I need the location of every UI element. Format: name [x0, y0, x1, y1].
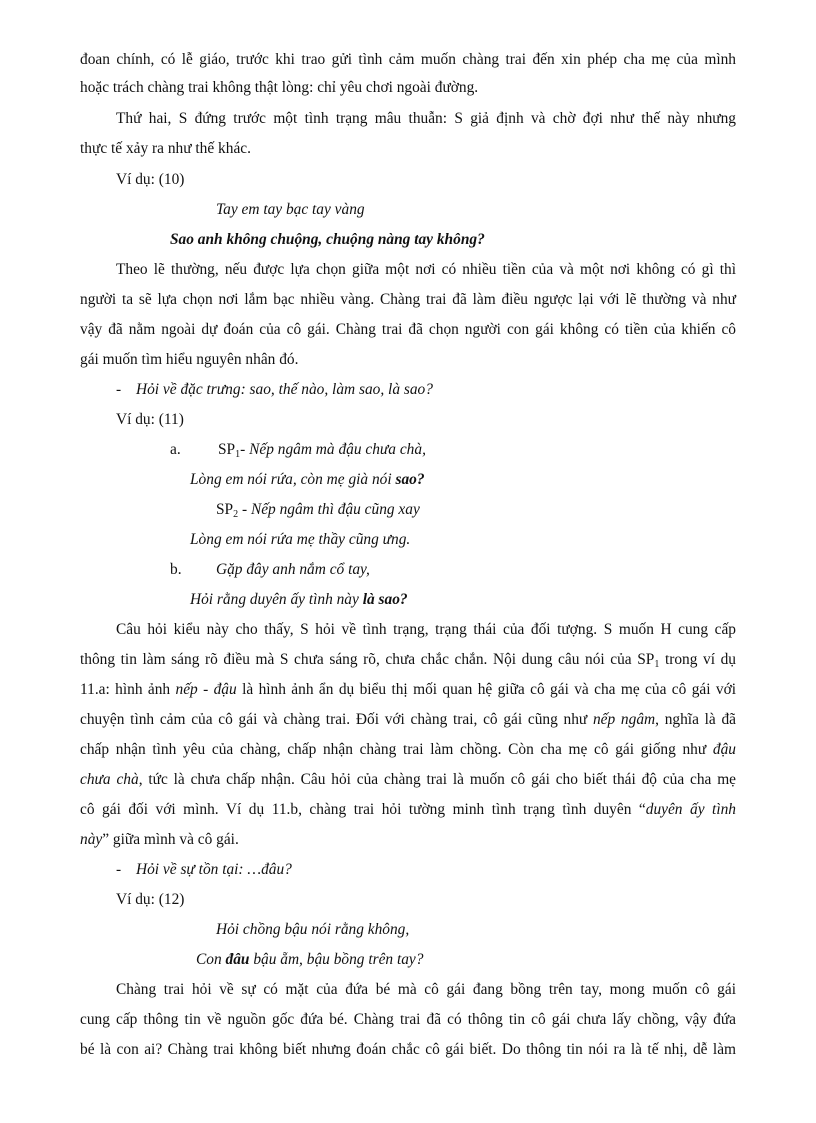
text-italic: nếp - đậu: [175, 681, 237, 698]
bullet-item: [116, 380, 772, 400]
example-label: Ví dụ: (10): [116, 171, 185, 188]
verse-text: Lòng em nói rứa, còn mẹ già nói: [190, 471, 396, 488]
bullet-text: Hỏi về đặc trưng: sao, thế nào, làm sao, là sao?: [136, 381, 433, 398]
text-italic: này: [80, 831, 103, 848]
text-run: thông tin làm sáng rõ điều mà S chưa sáng rõ, chưa chắc chắn. Nội dung câu nói của SP: [80, 651, 655, 668]
speaker-label: SP: [218, 441, 236, 458]
text-run: 11.a: hình ảnh: [80, 681, 176, 698]
verse-line: Hỏi chồng bậu nói rằng không,: [216, 921, 410, 938]
paragraph-line: [80, 710, 736, 730]
speaker-dash: -: [240, 441, 250, 458]
paragraph-line: [80, 680, 736, 700]
speaker-label: SP: [216, 501, 234, 518]
text-italic: đậu: [712, 741, 736, 758]
example-label: Ví dụ: (12): [116, 891, 185, 908]
text-run: trong ví dụ: [659, 651, 736, 668]
speaker-subscript: 2: [233, 509, 239, 520]
verse-text: Nếp ngâm mà đậu chưa chà,: [249, 441, 426, 458]
speaker-subscript: 1: [235, 449, 241, 460]
text-run: , tức là chưa chấp nhận. Câu hỏi của chàng trai là muốn cô gái cho biết thái độ của cha mẹ: [138, 771, 737, 788]
verse-emphasis: đâu: [225, 951, 250, 968]
verse-line: [216, 500, 816, 520]
paragraph-line: đoan chính, có lễ giáo, trước khi trao gửi tình cảm muốn chàng trai đến xin phép cha mẹ của mình: [80, 51, 736, 68]
verse-emphasis: là sao?: [362, 591, 408, 608]
paragraph-line: Thứ hai, S đứng trước một tình trạng mâu thuẫn: S giả định và chờ đợi như thế này nhưng: [116, 110, 736, 127]
verse-emphasis: sao?: [395, 471, 425, 488]
verse-line: [196, 950, 816, 970]
verse-line: Gặp đây anh nắm cổ tay,: [216, 561, 370, 578]
bullet-item: [116, 860, 772, 880]
paragraph-line: Theo lẽ thường, nếu được lựa chọn giữa một nơi có nhiều tiền của và một nơi không có gì thì: [116, 261, 736, 278]
paragraph-line: người ta sẽ lựa chọn nơi lắm bạc nhiều vàng. Chàng trai đã làm điều ngược lại với lẽ thường và như: [80, 291, 736, 308]
paragraph-line: vậy đã nằm ngoài dự đoán của cô gái. Chàng trai đã chọn người con gái không có tiền của khiến cô: [80, 321, 736, 338]
text-italic: nếp ngâm: [592, 711, 656, 728]
verse-line: [190, 470, 816, 490]
text-run: là hình ảnh ẩn dụ biểu thị mối quan hệ giữa cô gái và cha mẹ của cô gái với: [236, 681, 736, 698]
paragraph-line: Chàng trai hỏi về sự có mặt của đứa bé mà cô gái đang bồng trên tay, mong muốn cô gái: [116, 981, 736, 998]
bullet-dash: -: [116, 381, 122, 398]
verse-line: Sao anh không chuộng, chuộng nàng tay không?: [170, 231, 485, 248]
verse-label: b.: [170, 561, 182, 578]
text-run: cô gái đối với mình. Ví dụ 11.b, chàng trai hỏi tường minh tình trạng tình duyên “: [80, 801, 646, 818]
text-run: chuyện tình cảm của cô gái và chàng trai. Đối với chàng trai, cô gái cũng như: [80, 711, 593, 728]
bullet-dash: -: [116, 861, 122, 878]
paragraph-line: [80, 830, 736, 850]
verse-text: bậu ẵm, bậu bồng trên tay?: [249, 951, 424, 968]
paragraph-line: cung cấp thông tin về nguồn gốc đứa bé. Chàng trai đã có thông tin cô gái chưa lấy chồng, vậy đứa: [80, 1011, 736, 1028]
speaker-subscript: 1: [654, 659, 660, 670]
verse-line: Lòng em nói rứa mẹ thầy cũng ưng.: [190, 531, 411, 548]
speaker-dash: -: [238, 501, 251, 518]
text-run: ” giữa mình và cô gái.: [102, 831, 239, 848]
verse-text: Con: [196, 951, 226, 968]
text-italic: duyên ấy tình: [645, 801, 736, 818]
verse-line: Tay em tay bạc tay vàng: [216, 201, 365, 218]
text-run: , nghĩa là đã: [655, 711, 736, 728]
paragraph-line: thực tế xảy ra như thế khác.: [80, 140, 251, 157]
paragraph-line: [80, 800, 736, 820]
verse-text: Nếp ngâm thì đậu cũng xay: [250, 501, 420, 518]
paragraph-line: [80, 650, 736, 670]
verse-text: Hỏi rằng duyên ấy tình này: [190, 591, 363, 608]
paragraph-line: [80, 740, 736, 760]
bullet-text: Hỏi về sự tồn tại: …đâu?: [136, 861, 292, 878]
paragraph-line: Câu hỏi kiểu này cho thấy, S hỏi về tình trạng, trạng thái của đối tượng. S muốn H cung cấp: [116, 621, 736, 638]
paragraph-line: hoặc trách chàng trai không thật lòng: chỉ yêu chơi ngoài đường.: [80, 79, 479, 96]
verse-label: a.: [170, 441, 181, 458]
text-italic: chưa chà: [80, 771, 139, 788]
text-run: chấp nhận tình yêu của chàng, chấp nhận chàng trai làm chồng. Còn cha mẹ cô gái giống như: [80, 741, 713, 758]
paragraph-line: [80, 770, 736, 790]
paragraph-line: gái muốn tìm hiểu nguyên nhân đó.: [80, 351, 299, 368]
verse-line: [218, 440, 816, 460]
paragraph-line: bé là con ai? Chàng trai không biết nhưng đoán chắc cô gái biết. Do thông tin nói ra là tế nhị, dễ làm: [80, 1041, 736, 1058]
example-label: Ví dụ: (11): [116, 411, 184, 428]
verse-line: [190, 590, 816, 610]
